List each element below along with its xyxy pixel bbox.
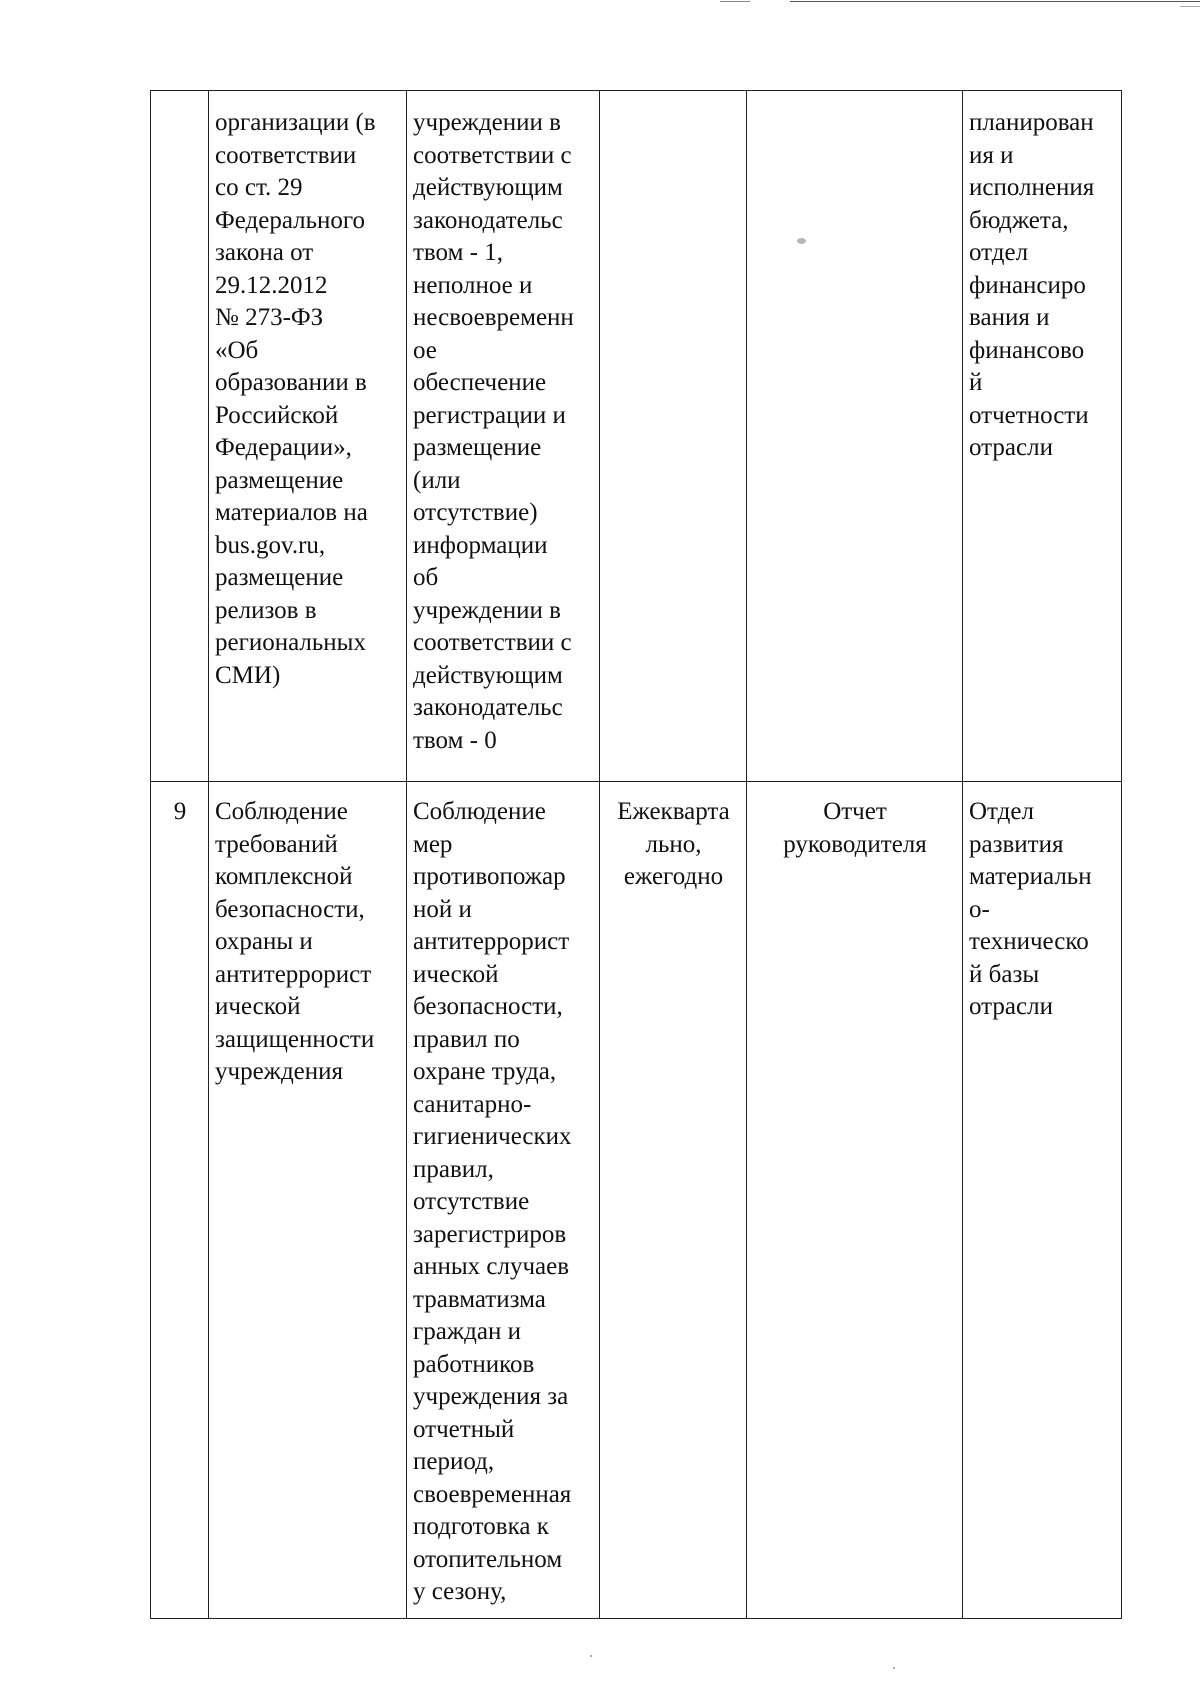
responsible-dept-cell: планирован ия и исполнения бюджета, отдел финансиро вания и финансово й отчетности отрасли [963,91,1122,782]
criterion-cell: Соблюдение требований комплексной безопасности, охраны и антитеррорист ической защищенности учреждения [209,782,407,1619]
scan-artifact-line [790,1,1200,2]
scan-artifact-line [1180,6,1200,7]
row-number-cell [151,91,209,782]
scan-artifact-line [720,1,750,2]
table-row [151,91,1122,782]
indicator-cell: Соблюдение мер противопожар ной и антитеррорист ической безопасности, правил по охране труда, санитарно- гигиенических правил, отсутствие зарегистриров анных случаев травматизма граждан и работников учреждения за отчетный период, своевременная подготовка к отопительном у сезону, [407,782,600,1619]
reporting-form-cell [747,91,963,782]
scan-speck [590,1655,592,1657]
indicator-cell: учреждении в соответствии с действующим законодательс твом - 1, неполное и несвоевременн ое обеспечение регистрации и размещение (или отсутствие) информации об учреждении в соответствии с действующим законодательс твом - 0 [407,91,600,782]
scan-smudge [797,238,806,244]
criterion-cell: организации (в соответствии со ст. 29 Федерального закона от 29.12.2012 № 273-ФЗ «Об образовании в Российской Федерации», размещение материалов на bus.gov.ru, размещение релизов в региональных СМИ) [209,91,407,782]
periodicity-cell: Ежекварта льно, ежегодно [600,782,747,1619]
table-row [151,782,1122,1619]
responsible-dept-cell: Отдел развития материальн о- техническо й базы отрасли [963,782,1122,1619]
reporting-form-cell: Отчет руководителя [747,782,963,1619]
row-number-cell: 9 [151,782,209,1619]
document-table [150,90,1122,1619]
periodicity-cell [600,91,747,782]
scan-speck [893,1667,895,1669]
